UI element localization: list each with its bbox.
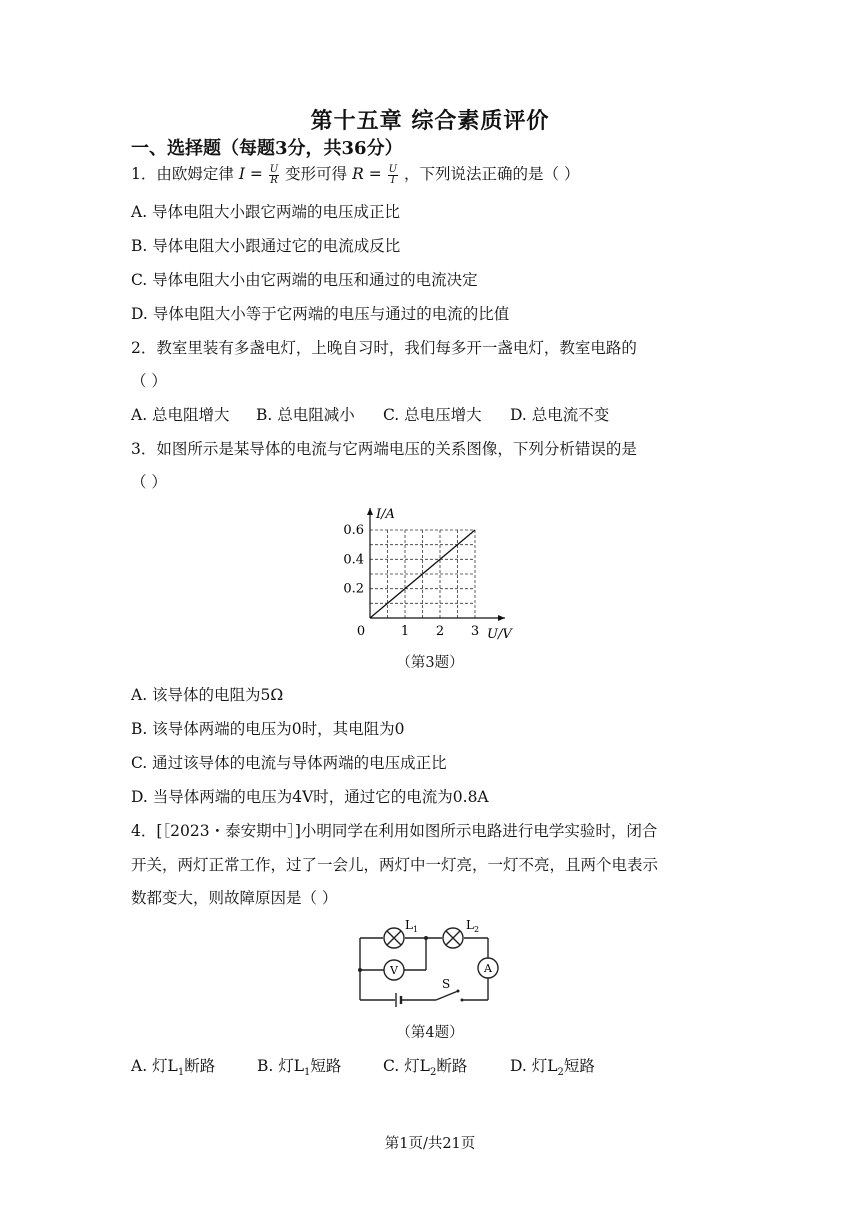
q2-option-b: B. 总电阻减小 bbox=[256, 406, 355, 424]
question-2-paren: （ ） bbox=[131, 372, 167, 390]
question-1-stem: 1．由欧姆定律 I = $\frac{U}{R}$ 变形可得 R = $\frac{U}{I}$ ，下列说法正确的是（ ） bbox=[131, 163, 580, 186]
question-3-stem: 3．如图所示是某导体的电流与它两端电压的关系图像，下列分析错误的是 bbox=[131, 440, 637, 458]
q2-option-c: C. 总电压增大 bbox=[383, 406, 482, 424]
voltmeter-label: V bbox=[390, 964, 398, 977]
lamp-l1-label: $L_1$ bbox=[405, 918, 419, 934]
q1-formula2-fraction bbox=[388, 165, 398, 186]
section-heading: 一、选择题（每题3分，共36分） bbox=[131, 138, 403, 159]
q1-formula2-den: I bbox=[390, 174, 395, 186]
iu-graph bbox=[330, 500, 530, 645]
circuit-diagram bbox=[350, 915, 510, 1010]
lamp-l2-label: $L_2$ bbox=[466, 918, 480, 934]
question-2-stem: 2．教室里装有多盏电灯，上晚自习时，我们每多开一盏电灯，教室电路的 bbox=[131, 339, 637, 357]
question-4-stem-line2: 开关，两灯正常工作，过了一会儿，两灯中一灯亮，一灯不亮，且两个电表示 bbox=[131, 856, 659, 874]
q1-formula1-den: R bbox=[270, 174, 278, 186]
origin-label: 0 bbox=[356, 624, 366, 639]
q1-formula2-lhs: R bbox=[352, 165, 364, 183]
y-axis-label: I/A bbox=[376, 507, 395, 522]
question-4-stem-line1: 4．[［2023・泰安期中］]小明同学在利用如图所示电路进行电学实验时，闭合 bbox=[131, 822, 658, 840]
switch-contact bbox=[457, 990, 460, 993]
q3-option-c: C. 通过该导体的电流与导体两端的电压成正比 bbox=[131, 754, 447, 772]
q1-option-a: A. 导体电阻大小跟它两端的电压成正比 bbox=[131, 203, 401, 221]
q4-option-a: A. 灯$L_1$断路 bbox=[131, 1057, 216, 1079]
switch-blade bbox=[436, 991, 458, 1000]
x-tick-label: 1 bbox=[400, 624, 410, 639]
page-title: 第十五章 综合素质评价 bbox=[310, 108, 550, 134]
q3-option-a: A. 该导体的电阻为5Ω bbox=[131, 686, 284, 704]
q1-formula1-fraction bbox=[269, 165, 279, 186]
y-axis-arrow bbox=[367, 508, 373, 515]
q4-figure-caption: （第4题） bbox=[396, 1025, 464, 1041]
q2-option-d: D. 总电流不变 bbox=[510, 406, 610, 424]
q1-formula1-lhs: I bbox=[238, 165, 245, 183]
q1-suffix: ，下列说法正确的是（ ） bbox=[404, 165, 580, 183]
x-axis-arrow bbox=[498, 615, 505, 621]
y-tick-label: 0.2 bbox=[343, 581, 364, 597]
page-footer: 第1页/共21页 bbox=[384, 1136, 476, 1152]
q3-option-d: D. 当导体两端的电压为4V时，通过它的电流为0.8A bbox=[131, 788, 489, 806]
q4-option-d: D. 灯$L_2$短路 bbox=[510, 1057, 595, 1079]
q3-figure-caption: （第3题） bbox=[396, 655, 464, 671]
x-axis-label: U/V bbox=[487, 627, 512, 642]
x-tick-label: 2 bbox=[435, 624, 445, 639]
y-tick-label: 0.6 bbox=[343, 523, 364, 538]
q1-option-d: D. 导体电阻大小等于它两端的电压与通过的电流的比值 bbox=[131, 305, 510, 323]
switch-label: S bbox=[442, 977, 451, 991]
question-4-stem-line3: 数都变大，则故障原因是（ ） bbox=[131, 889, 338, 907]
junction-dot bbox=[358, 968, 362, 972]
q2-option-a: A. 总电阻增大 bbox=[131, 406, 230, 424]
q4-option-b: B. 灯$L_1$短路 bbox=[257, 1057, 342, 1079]
ammeter-label: A bbox=[484, 962, 492, 975]
q1-mid: 变形可得 bbox=[285, 165, 348, 183]
q1-prefix: 1．由欧姆定律 bbox=[131, 165, 234, 183]
q3-option-b: B. 该导体两端的电压为0时，其电阻为0 bbox=[131, 720, 405, 738]
q1-option-c: C. 导体电阻大小由它两端的电压和通过的电流决定 bbox=[131, 271, 478, 289]
q1-option-b: B. 导体电阻大小跟通过它的电流成反比 bbox=[131, 237, 401, 255]
y-tick-label: 0.4 bbox=[343, 552, 364, 568]
x-tick-label: 3 bbox=[470, 624, 480, 639]
q1-formula2-num: U bbox=[388, 163, 398, 175]
q1-formula1-num: U bbox=[269, 163, 279, 175]
switch-contact bbox=[461, 999, 464, 1002]
junction-dot bbox=[424, 936, 428, 940]
q4-option-c: C. 灯$L_2$断路 bbox=[383, 1057, 468, 1079]
question-3-paren: （ ） bbox=[131, 473, 167, 491]
